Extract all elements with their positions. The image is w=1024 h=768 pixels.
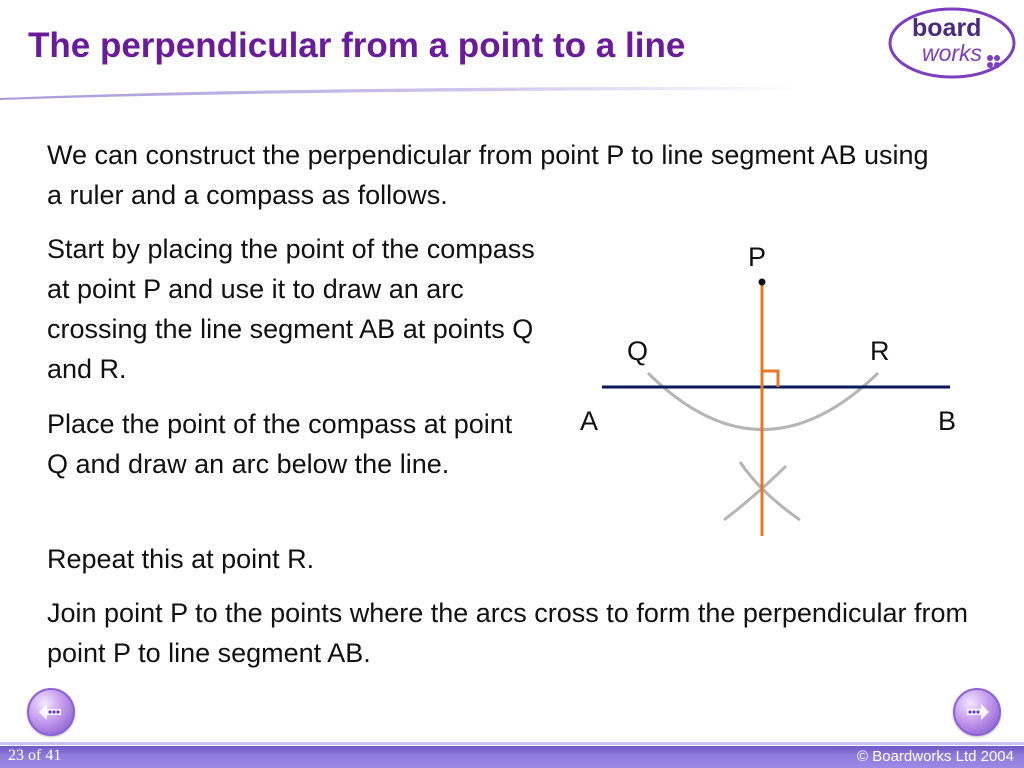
slide-title: The perpendicular from a point to a line [28, 26, 686, 65]
step-3-text: Repeat this at point R. [47, 544, 315, 574]
arc-from-r [724, 466, 786, 520]
step-4-text: Join point P to the points where the arcs cross to form the perpendicular from point P to line segment AB. [47, 598, 968, 668]
intro-text: We can construct the perpendicular from point P to line segment AB using a ruler and a compass as follows. [47, 140, 929, 210]
label-p: P [748, 242, 767, 272]
construction-diagram [560, 230, 990, 550]
step-1-text: Start by placing the point of the compass at point P and use it to draw an arc crossing the line segment AB at points Q and R. [47, 234, 535, 384]
label-q: Q [627, 336, 649, 366]
next-slide-button[interactable] [953, 688, 1001, 736]
arc-from-q [740, 462, 800, 520]
prev-slide-icon [35, 700, 67, 724]
title-underline [0, 84, 800, 100]
page-number: 23 of 41 [8, 747, 62, 764]
logo-text-works: works [922, 40, 983, 66]
label-b: B [938, 406, 957, 436]
copyright-notice: © Boardworks Ltd 2004 [857, 748, 1014, 765]
previous-slide-button[interactable] [27, 688, 75, 736]
label-a: A [580, 406, 599, 436]
footer-stripe [0, 742, 1024, 745]
right-angle-marker [762, 371, 778, 387]
label-r: R [870, 336, 890, 366]
logo-text-board: board [912, 14, 982, 42]
point-p [759, 279, 766, 286]
step-2-text: Place the point of the compass at point Q and draw an arc below the line. [47, 409, 513, 479]
next-slide-icon [961, 700, 993, 724]
